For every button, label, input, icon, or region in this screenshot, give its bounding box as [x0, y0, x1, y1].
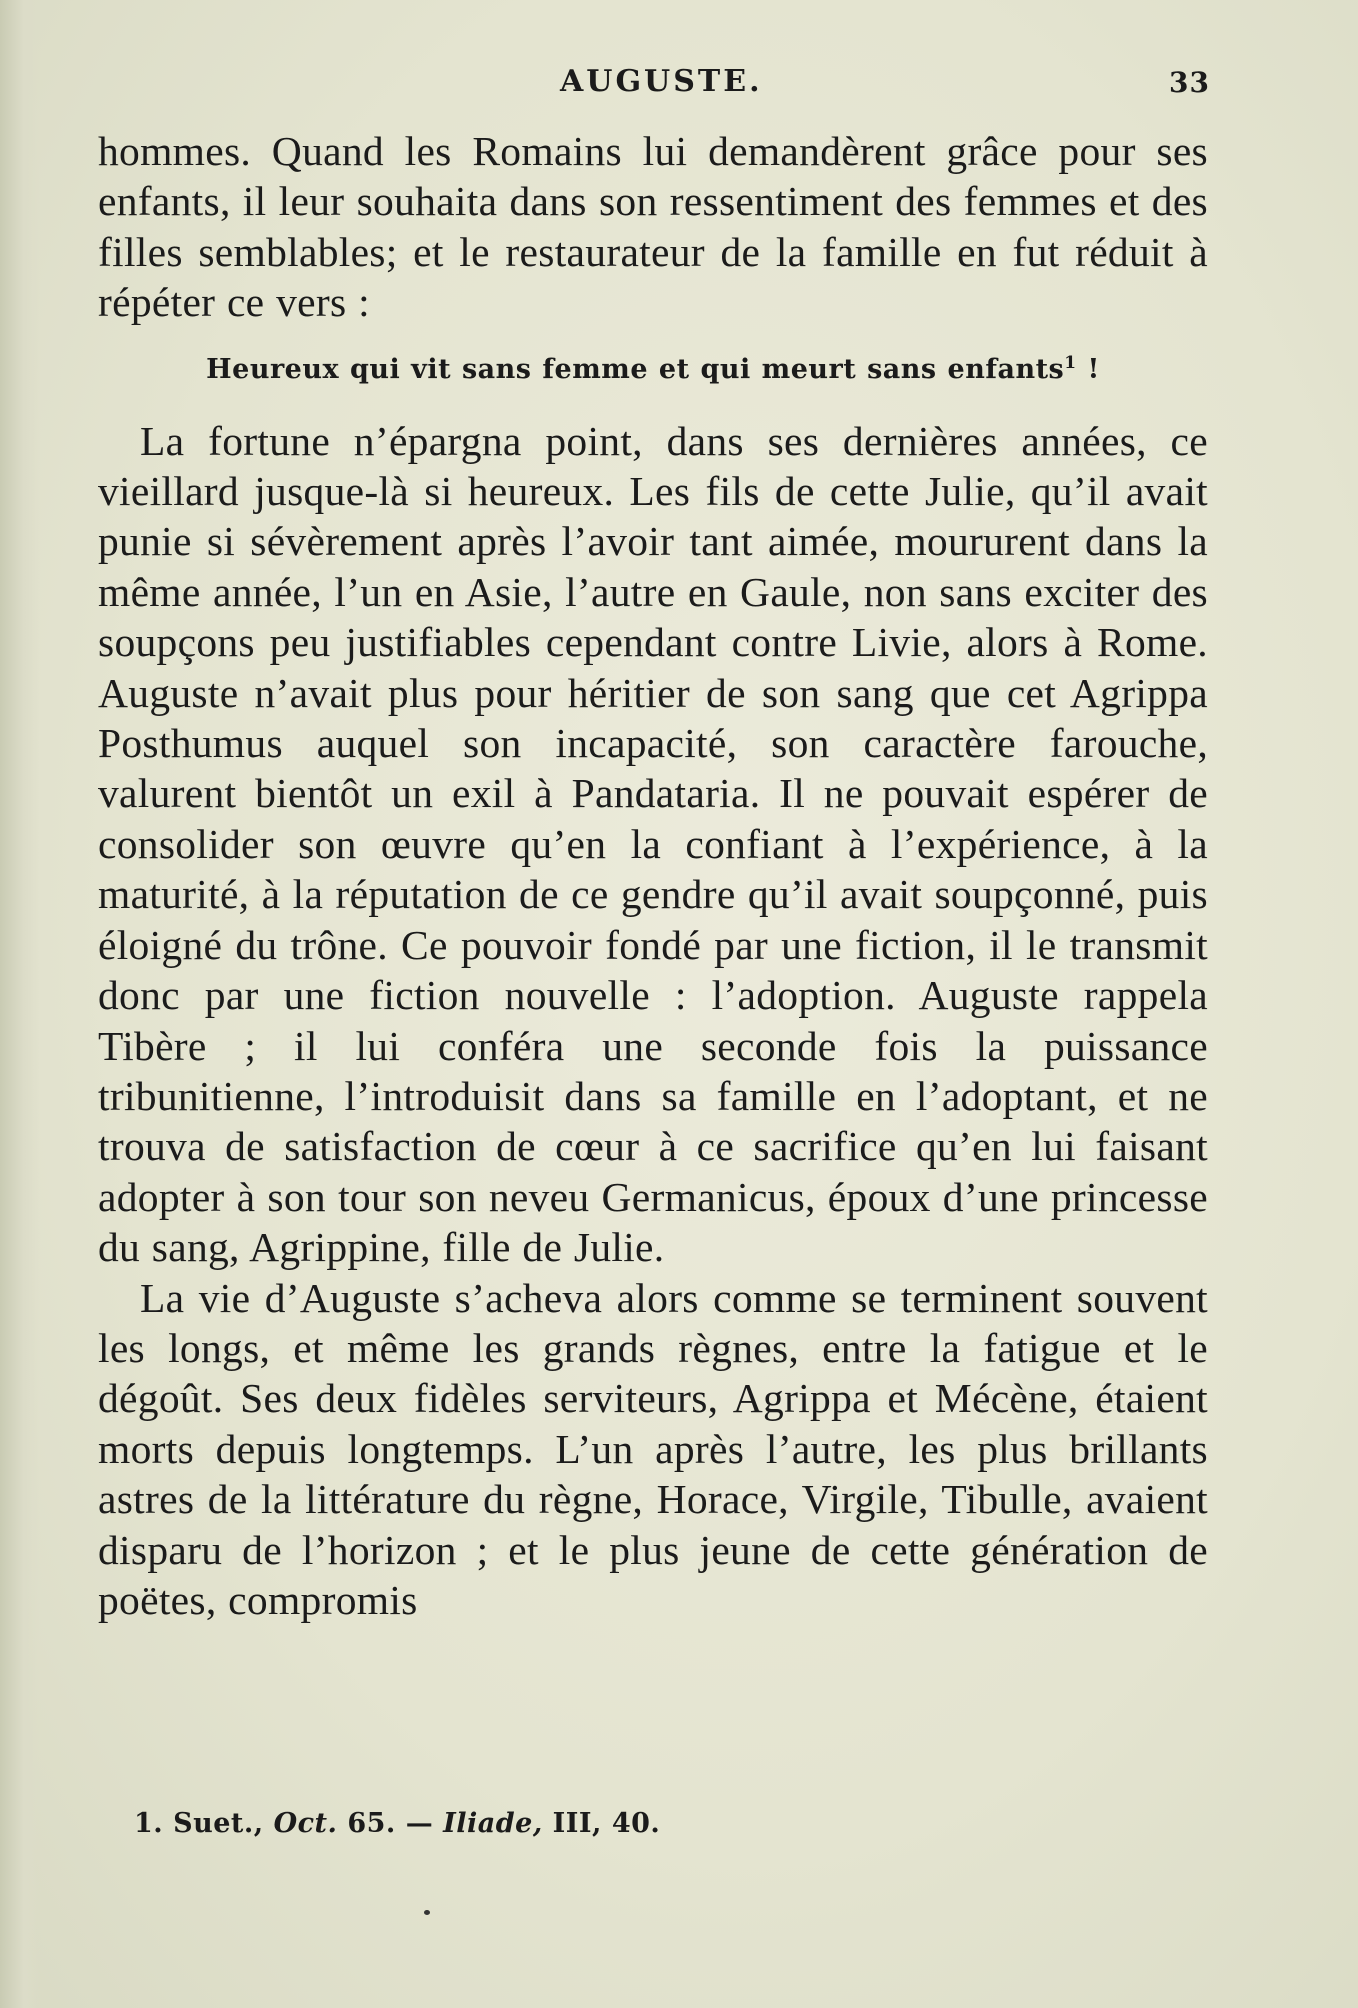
- footnote-work: Oct.: [273, 1808, 338, 1839]
- footnote-reference: 1: [1064, 352, 1077, 373]
- page-gutter-shadow: [0, 0, 40, 2008]
- ink-speck: [424, 1910, 430, 1915]
- running-title: AUGUSTE.: [560, 64, 763, 99]
- paragraph-1: hommes. Quand les Romains lui demandèrent grâce pour ses enfants, il leur souhaita dans son ressentiment des femmes et des filles semblables; et le restaurateur de la famille en fut réduit à répéter ce vers :: [98, 128, 1208, 326]
- paragraph-3: La vie d’Auguste s’acheva alors comme se terminent souvent les longs, et même les grands règnes, entre la fatigue et le dégoût. Ses deux fidèles serviteurs, Agrippa et Mécène, étaient morts depuis longtemps. L’un après l’autre, les plus brillants astres de la littérature du règne, Horace, Virgile, Tibulle, avaient disparu de l’horizon ; et le plus jeune de cette génération de poëtes, compromis: [98, 1274, 1208, 1623]
- footnote-ref-2: III, 40.: [552, 1808, 661, 1839]
- verse-quotation: [98, 350, 1208, 390]
- body-text: [98, 126, 1208, 1625]
- verse-end: !: [1076, 353, 1100, 385]
- footnote-author: Suet.,: [173, 1808, 264, 1839]
- paragraph-2: La fortune n’épargna point, dans ses dernières années, ce vieillard jusque-là si heureux. Les fils de cette Julie, qu’il avait punie si sévèrement après l’avoir tant aimée, moururent dans la même année, l’un en Asie, l’autre en Gaule, non sans exciter des soupçons peu justifiables cependant contre Livie, alors à Rome. Auguste n’avait plus pour héritier de son sang que cet Agrippa Posthumus auquel son incapacité, son caractère farouche, valurent bientôt un exil à Pandataria. Il ne pouvait espérer de consolider son œuvre qu’en la confiant à l’expérience, à la maturité, à la réputation de ce gendre qu’il avait soupçonné, puis éloigné du trône. Ce pouvoir fondé par une fiction, il le transmit donc par une fiction nouvelle : l’adoption. Auguste rappela Tibère ; il lui conféra une seconde fois la puissance tribunitienne, l’introduisit dans sa famille en l’adoptant, et ne trouva de satisfaction de cœur à ce sacrifice qu’en lui faisant adopter à son tour son neveu Germanicus, époux d’une princesse du sang, Agrippine, fille de Julie.: [98, 417, 1208, 1271]
- footnote-number: 1.: [134, 1808, 164, 1839]
- footnote-ref: 65. —: [347, 1808, 434, 1839]
- running-head: [100, 64, 1210, 112]
- page-number: 33: [1169, 66, 1210, 99]
- footnote-work-2: Iliade,: [443, 1808, 543, 1839]
- footnote: [134, 1804, 1184, 1844]
- verse-text: Heureux qui vit sans femme et qui meurt sans enfants: [206, 353, 1065, 385]
